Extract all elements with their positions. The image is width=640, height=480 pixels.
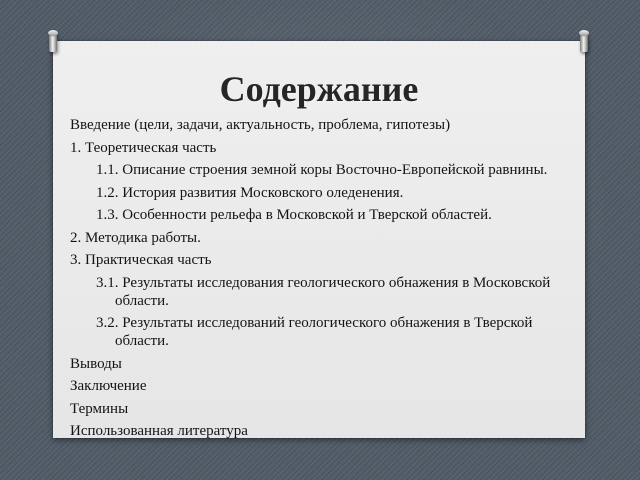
- toc-item-references: Использованная литература: [70, 423, 248, 439]
- toc-item-methodology: 2. Методика работы.: [70, 229, 201, 246]
- slide-title: Содержание: [219, 69, 419, 109]
- toc-item-3-1: 3.1. Результаты исследования геологического обнажения в Московской области.: [96, 274, 551, 309]
- pushpin-icon: [578, 30, 590, 56]
- toc-item-3-2: 3.2. Результаты исследований геологического обнажения в Тверской области.: [96, 315, 533, 349]
- pushpin-icon: [47, 30, 59, 56]
- toc-item-introduction: Введение (цели, задачи, актуальность, проблема, гипотезы): [70, 117, 451, 133]
- toc-item-theoretical-part: 1. Теоретическая часть: [70, 139, 217, 156]
- toc-item-conclusions: Выводы: [70, 355, 122, 372]
- table-of-contents: [70, 116, 575, 445]
- toc-item-summary: Заключение: [70, 378, 147, 394]
- toc-item-1-1: 1.1. Описание строения земной коры Восточно-Европейской равнины.: [96, 162, 548, 178]
- toc-item-1-3: 1.3. Особенности рельефа в Московской и Тверской областей.: [96, 207, 492, 223]
- toc-item-terms: Термины: [70, 400, 129, 417]
- slide-card: [53, 41, 585, 438]
- toc-item-practical-part: 3. Практическая часть: [70, 252, 212, 268]
- toc-item-1-2: 1.2. История развития Московского оледенения.: [96, 184, 404, 201]
